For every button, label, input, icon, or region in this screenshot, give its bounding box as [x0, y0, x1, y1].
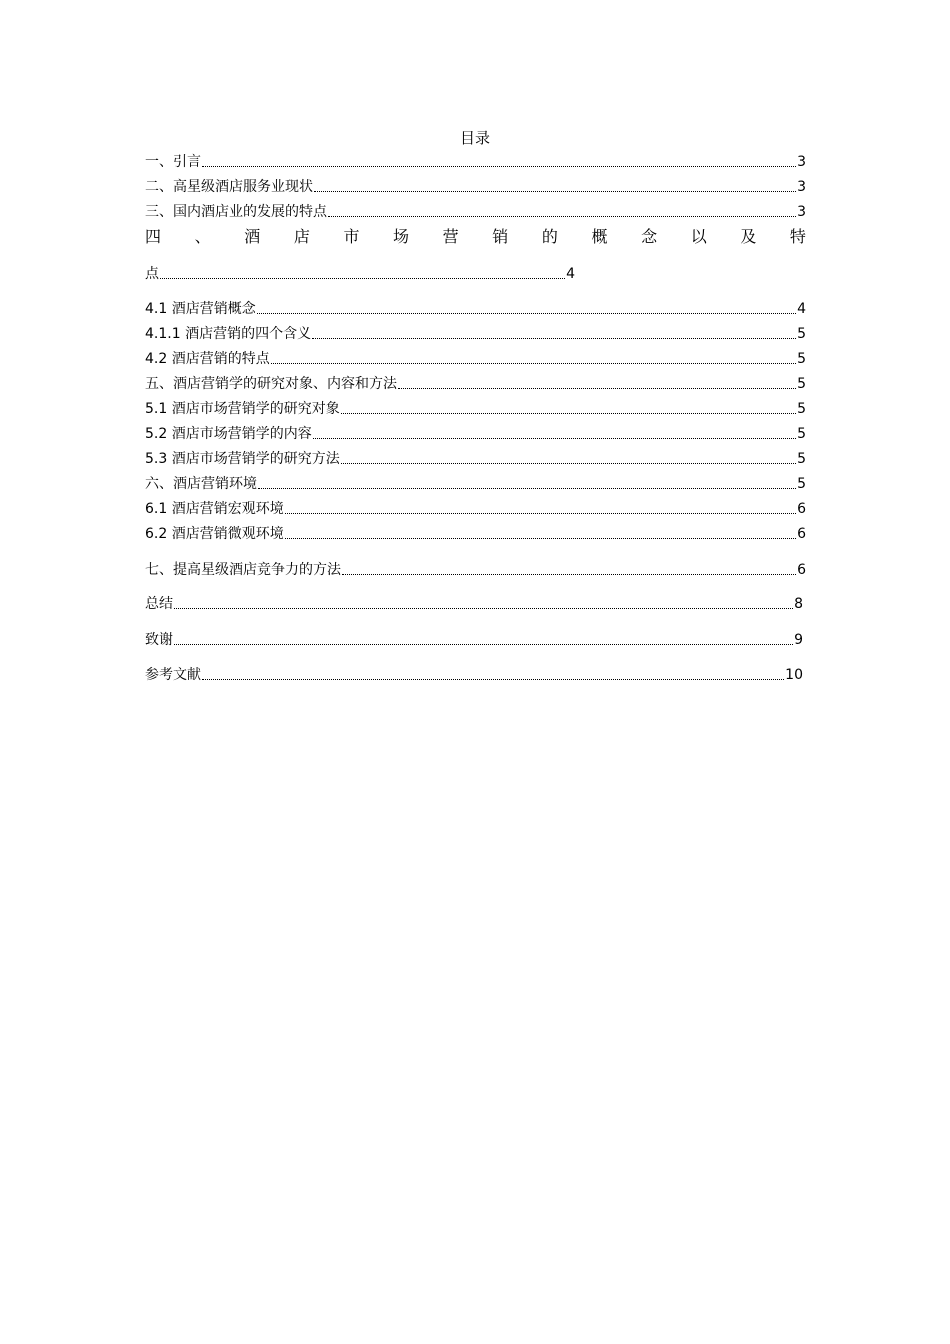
toc-entry-page: 6 — [797, 526, 806, 542]
dot-leader — [174, 608, 793, 609]
dot-leader — [313, 438, 796, 439]
toc-entry-page: 5 — [797, 426, 806, 442]
toc-entry-page: 6 — [797, 562, 806, 578]
toc-entry-page: 3 — [797, 204, 806, 220]
toc-entry[interactable] — [145, 300, 806, 318]
toc-entry-label: 5.2 酒店市场营销学的内容 — [145, 426, 312, 442]
toc-entry-page: 5 — [797, 326, 806, 342]
dot-leader — [257, 313, 796, 314]
toc-entry-page: 8 — [794, 596, 803, 612]
toc-entry[interactable] — [145, 265, 575, 283]
dot-leader — [328, 216, 796, 217]
justified-char: 念 — [641, 227, 658, 246]
dot-leader — [271, 363, 796, 364]
toc-entry-page: 10 — [785, 667, 803, 683]
toc-entry-label: 4.2 酒店营销的特点 — [145, 351, 270, 367]
toc-entry-page: 9 — [794, 632, 803, 648]
toc-entry-page: 5 — [797, 401, 806, 417]
toc-entry[interactable] — [145, 500, 806, 518]
toc-entry-page: 3 — [797, 179, 806, 195]
justified-char: 销 — [492, 227, 509, 246]
toc-entry[interactable] — [145, 425, 806, 443]
toc-entry-label: 4.1 酒店营销概念 — [145, 301, 256, 317]
toc-entry-label: 六、酒店营销环境 — [145, 476, 257, 492]
justified-char: 及 — [740, 227, 757, 246]
toc-entry[interactable] — [145, 375, 806, 393]
toc-entry[interactable] — [145, 350, 806, 368]
toc-entry-page: 5 — [797, 376, 806, 392]
toc-entry[interactable] — [145, 475, 806, 493]
justified-char: 营 — [442, 227, 459, 246]
justified-char: 酒 — [244, 227, 261, 246]
toc-entry[interactable] — [145, 450, 806, 468]
toc-entry-label: 五、酒店营销学的研究对象、内容和方法 — [145, 376, 397, 392]
toc-entry[interactable] — [145, 595, 803, 613]
justified-char: 特 — [789, 227, 806, 246]
justified-char: 以 — [690, 227, 707, 246]
toc-entry[interactable] — [145, 525, 806, 543]
toc-entry[interactable] — [145, 631, 803, 649]
toc-entry-page: 5 — [797, 451, 806, 467]
toc-entry-label: 4.1.1 酒店营销的四个含义 — [145, 326, 312, 342]
toc-entry[interactable] — [145, 400, 806, 418]
toc-entry-justified-line[interactable] — [145, 227, 806, 247]
toc-entry-label: 总结 — [145, 596, 173, 612]
toc-entry-label: 5.1 酒店市场营销学的研究对象 — [145, 401, 340, 417]
toc-entry-label: 二、高星级酒店服务业现状 — [145, 179, 313, 195]
justified-char: 、 — [194, 227, 211, 246]
justified-char: 市 — [343, 227, 360, 246]
toc-entry-label: 5.3 酒店市场营销学的研究方法 — [145, 451, 340, 467]
toc-entry-page: 4 — [797, 301, 806, 317]
toc-entry-page: 3 — [797, 154, 806, 170]
justified-char: 的 — [541, 227, 558, 246]
dot-leader — [285, 538, 796, 539]
toc-entry-label: 6.1 酒店营销宏观环境 — [145, 501, 284, 517]
dot-leader — [342, 574, 796, 575]
dot-leader — [341, 413, 796, 414]
justified-char: 场 — [393, 227, 410, 246]
toc-entry[interactable] — [145, 325, 806, 343]
toc-entry-page: 5 — [797, 476, 806, 492]
toc-entry[interactable] — [145, 666, 803, 684]
dot-leader — [398, 388, 796, 389]
toc-entry-label: 6.2 酒店营销微观环境 — [145, 526, 284, 542]
dot-leader — [312, 338, 796, 339]
justified-char: 店 — [293, 227, 310, 246]
toc-entry-label: 点 — [145, 266, 159, 282]
dot-leader — [202, 166, 796, 167]
toc-entry-label: 三、国内酒店业的发展的特点 — [145, 204, 327, 220]
toc-entry[interactable] — [145, 561, 806, 579]
dot-leader — [258, 488, 796, 489]
dot-leader — [341, 463, 796, 464]
toc-entry-label: 致谢 — [145, 632, 173, 648]
toc-entry[interactable] — [145, 203, 806, 221]
toc-entry-label: 参考文献 — [145, 667, 201, 683]
toc-entry-page: 5 — [797, 351, 806, 367]
toc-entry-page: 4 — [566, 266, 575, 282]
justified-char: 四 — [145, 227, 162, 246]
justified-char: 概 — [591, 227, 608, 246]
toc-entry[interactable] — [145, 178, 806, 196]
toc-entry-label: 七、提高星级酒店竞争力的方法 — [145, 562, 341, 578]
toc-entry-label: 一、引言 — [145, 154, 201, 170]
toc-title: 目录 — [459, 129, 490, 147]
dot-leader — [174, 644, 793, 645]
dot-leader — [160, 278, 565, 279]
dot-leader — [285, 513, 796, 514]
dot-leader — [202, 679, 784, 680]
toc-entry-page: 6 — [797, 501, 806, 517]
dot-leader — [314, 191, 796, 192]
toc-entry[interactable] — [145, 153, 806, 171]
